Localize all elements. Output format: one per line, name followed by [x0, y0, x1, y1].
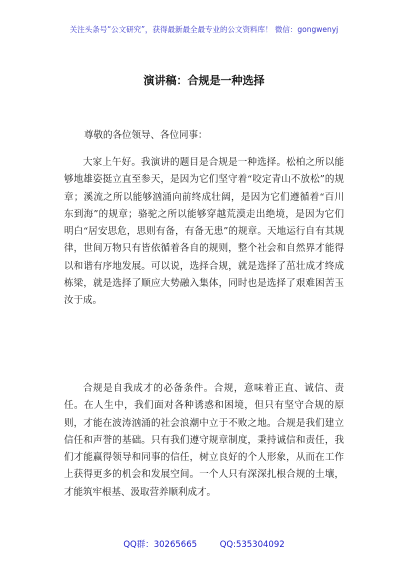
- paragraph: 合规是自我成才的必备条件。合规，意味着正直、诚信、责任。在人生中，我们面对各种诱惑和困境，但只有坚守合规的原则，才能在波涛汹涌的社会浪潮中立于不败之地。合规是我们建立信任和声誉的基础。只有我们遵守规章制度，秉持诚信和责任，我们才能赢得领导和同事的信任，树立良好的个人形象，从而在工作上获得更多的机会和发展空间。一个人只有深深扎根合规的土壤，才能筑牢根基、汲取营养顺利成才。: [64, 383, 344, 498]
- paragraph: 大家上午好。我演讲的题目是合规是一种选择。松柏之所以能够地雄姿挺立直至参天，是因为它们坚守着“咬定青山不放松”的规章；溪流之所以能够汹涌向前终成壮阔，是因为它们遵循着“百川东到海”的规章；骆驼之所以能够穿越荒漠走出绝境，是因为它们明白“居安思危，思则有备，有备无患”的规章。天地运行自有其规律，世间万物只有皆依循着各自的规则，整个社会和自然界才能得以和谐有序地发展。可以说，选择合规，就是选择了茁壮成才终成栋梁，就是选择了顺应大势融入集体，同时也是选择了艰难困苦玉汝于成。: [64, 157, 344, 307]
- qq-number: QQ:535304092: [219, 540, 285, 550]
- document-title: 演讲稿：合规是一种选择: [143, 74, 265, 87]
- page-header: 关注头条号“公文研究”，获得最新最全最专业的公文资料库！ 微信：gongwenyj: [69, 25, 339, 34]
- page-footer: [0, 538, 408, 550]
- qq-group-number: QQ群：30265665: [123, 540, 198, 550]
- greeting: 尊敬的各位领导、各位同事：: [84, 130, 208, 141]
